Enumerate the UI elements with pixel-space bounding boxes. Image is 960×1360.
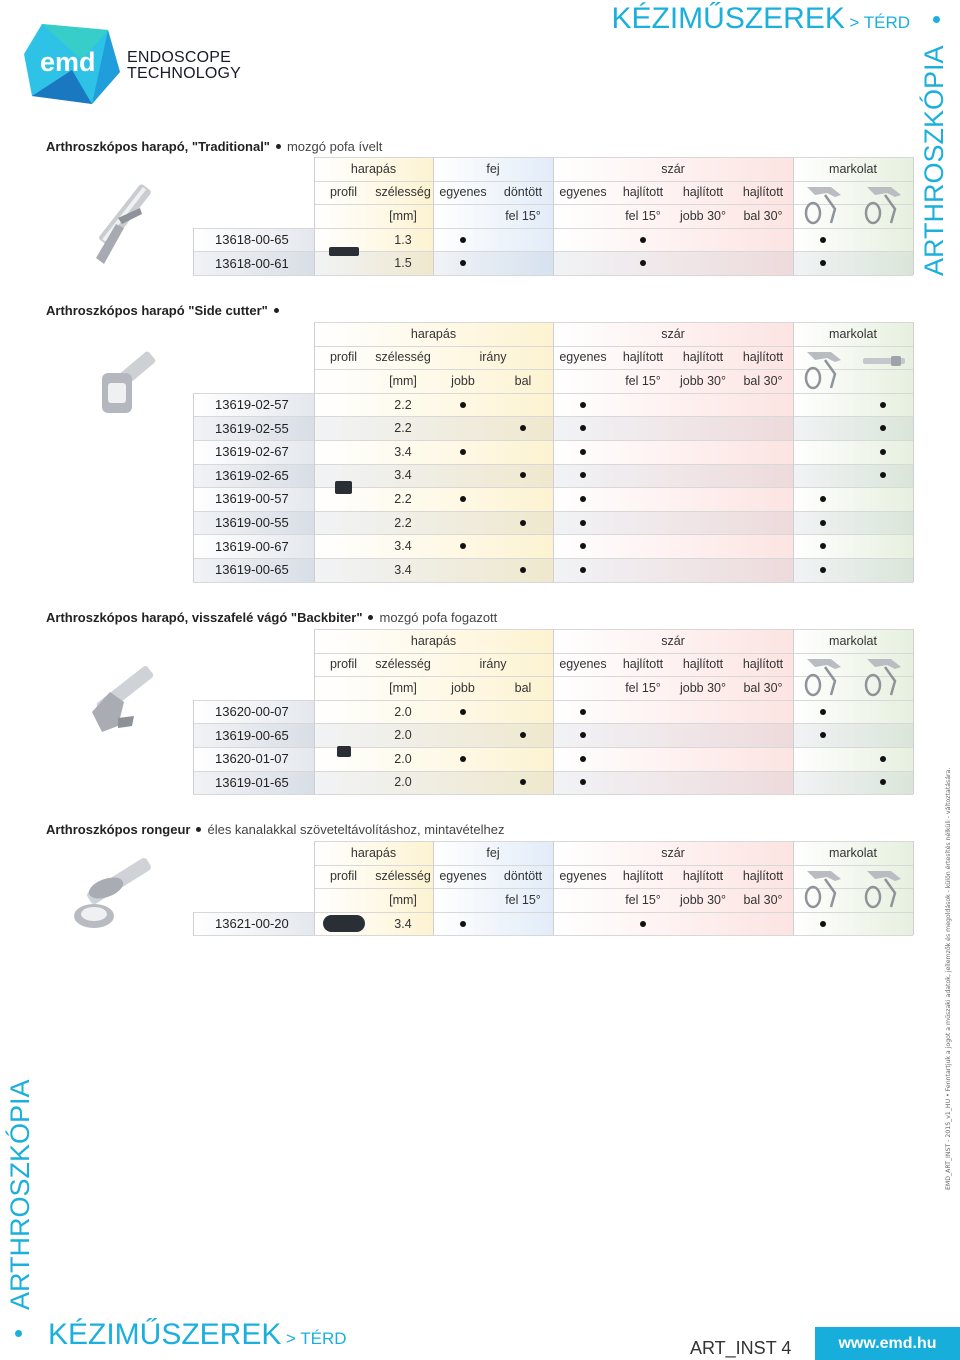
section-1-subtitle: mozgó pofa ívelt [286, 139, 383, 154]
section-3-subtitle: mozgó pofa fogazott [379, 610, 498, 625]
subheader-hajlitott: hajlított [622, 657, 664, 672]
availability-dot-icon [580, 756, 586, 762]
subheader-hajlitott: hajlított [682, 869, 724, 884]
jaw-width: 3.4 [394, 562, 412, 577]
emd-logo [22, 20, 122, 108]
subheader-unit-mm: [mm] [389, 373, 417, 388]
bullet-icon [274, 308, 279, 313]
availability-dot-icon [460, 402, 466, 408]
product-code: 13619-00-67 [215, 538, 289, 554]
column-divider [793, 629, 794, 794]
availability-dot-icon [820, 709, 826, 715]
group-header-markolat: markolat [829, 845, 877, 860]
column-divider [793, 157, 794, 275]
availability-dot-icon [820, 237, 826, 243]
scissor-handle-icon [801, 183, 847, 227]
side-note [940, 767, 952, 1190]
vertical-label-right-text: ARTHROSZKÓPIA [919, 45, 949, 276]
subheader-egyenes: egyenes [559, 869, 607, 884]
subheader-unit-fel15: fel 15° [625, 373, 661, 388]
jaw-width: 2.2 [394, 421, 412, 436]
column-divider [553, 841, 554, 935]
bullet-icon [368, 615, 373, 620]
section-2-title [46, 303, 285, 318]
flat-handle-icon [861, 348, 907, 392]
product-code: 13619-02-65 [215, 467, 289, 483]
section-1-title [46, 139, 382, 154]
scissor-handle-icon [861, 655, 907, 699]
availability-dot-icon [580, 567, 586, 573]
subheader-unit-mm: [mm] [389, 680, 417, 695]
product-table-3 [193, 629, 913, 794]
subheader-unit-jobb: jobb [451, 680, 475, 695]
jaw-profile-icon [335, 481, 352, 494]
group-header-szar: szár [661, 845, 685, 860]
instrument-photo-side-cutter [96, 345, 166, 425]
jaw-width: 1.5 [394, 256, 412, 271]
availability-dot-icon [580, 496, 586, 502]
row-divider [314, 181, 913, 182]
group-header-szar: szár [661, 161, 685, 176]
column-divider [913, 841, 914, 935]
group-header-harapas: harapás [410, 326, 457, 341]
vertical-label-left-text: ARTHROSZKÓPIA [5, 1079, 35, 1310]
row-divider [314, 322, 913, 323]
column-divider [314, 322, 315, 582]
availability-dot-icon [880, 449, 886, 455]
subheader-profil: profil [329, 657, 358, 672]
group-header-szar: szár [661, 326, 685, 341]
subheader-egyenes: egyenes [559, 185, 607, 200]
subheader-unit-bal30: bal 30° [743, 208, 783, 223]
group-header-szar: szár [661, 633, 685, 648]
page-code: ART_INST 4 [690, 1338, 792, 1358]
header-arrow: > [849, 13, 860, 32]
header-category-main: KÉZIMŰSZEREK [611, 2, 845, 35]
product-code: 13619-02-67 [215, 444, 289, 460]
subheader-irany: irány [479, 350, 507, 365]
group-header-harapas: harapás [350, 161, 397, 176]
subheader-unit-jobb30: jobb 30° [679, 208, 726, 223]
availability-dot-icon [880, 756, 886, 762]
side-note-text: EMD_ART_INST - 2015_v1_HU • Fenntartjuk a jogot a műszaki adatok, jellemzők és megoldások - külön értesítés nélküli - változtatására. [945, 767, 952, 1190]
availability-dot-icon [820, 520, 826, 526]
row-divider [314, 841, 913, 842]
availability-dot-icon [820, 496, 826, 502]
subheader-unit-jobb30: jobb 30° [679, 892, 726, 907]
bullet-icon [196, 827, 201, 832]
availability-dot-icon [820, 567, 826, 573]
availability-dot-icon [820, 921, 826, 927]
subheader-hajlitott: hajlított [622, 350, 664, 365]
scissor-handle-icon [801, 867, 847, 911]
availability-dot-icon [580, 402, 586, 408]
instrument-photo-traditional [88, 178, 168, 270]
jaw-width: 3.4 [394, 468, 412, 483]
product-table-2 [193, 322, 913, 582]
product-code: 13620-00-07 [215, 704, 289, 720]
instrument-photo-backbiter [88, 662, 166, 736]
jaw-width: 3.4 [394, 916, 412, 931]
subheader-egyenes: egyenes [439, 869, 487, 884]
column-divider [793, 322, 794, 582]
subheader-szelesseg: szélesség [375, 869, 431, 884]
row-divider [314, 346, 913, 347]
jaw-width: 2.0 [394, 704, 412, 719]
section-3-title [46, 610, 497, 625]
product-code: 13619-00-55 [215, 515, 289, 531]
header-dot-icon [933, 16, 940, 23]
subheader-unit-fel15: fel 15° [625, 680, 661, 695]
jaw-width: 3.4 [394, 444, 412, 459]
availability-dot-icon [580, 709, 586, 715]
brand-line-2: TECHNOLOGY [127, 65, 242, 82]
section-2-title-main: Arthroszkópos harapó "Side cutter" [46, 303, 268, 318]
row-divider [193, 582, 913, 583]
group-header-fej: fej [486, 161, 500, 176]
product-code: 13618-00-61 [215, 255, 289, 271]
row-divider [193, 275, 913, 276]
row-divider [193, 935, 913, 936]
column-divider [553, 157, 554, 275]
jaw-width: 1.3 [394, 232, 412, 247]
availability-dot-icon [520, 567, 526, 573]
subheader-egyenes: egyenes [559, 350, 607, 365]
column-divider [913, 629, 914, 794]
jaw-width: 2.0 [394, 728, 412, 743]
availability-dot-icon [580, 520, 586, 526]
column-divider [913, 157, 914, 275]
subheader-hajlitott: hajlított [682, 657, 724, 672]
header-category [612, 2, 911, 36]
row-divider [314, 629, 913, 630]
instrument-photo-rongeur [72, 848, 162, 940]
subheader-egyenes: egyenes [439, 185, 487, 200]
subheader-unit-bal: bal [514, 373, 532, 388]
vertical-label-left [4, 1070, 36, 1310]
section-4-title [46, 822, 504, 837]
subheader-hajlitott: hajlított [742, 869, 784, 884]
subheader-egyenes: egyenes [559, 657, 607, 672]
group-header-harapas: harapás [350, 845, 397, 860]
header-subcategory: TÉRD [863, 13, 910, 32]
availability-dot-icon [880, 402, 886, 408]
availability-dot-icon [460, 756, 466, 762]
website-link[interactable]: www.emd.hu [815, 1327, 960, 1360]
subheader-unit-jobb30: jobb 30° [679, 373, 726, 388]
group-header-markolat: markolat [829, 326, 877, 341]
product-code: 13620-01-07 [215, 751, 289, 767]
subheader-unit-bal: bal [514, 680, 532, 695]
subheader-unit-bal30: bal 30° [743, 680, 783, 695]
group-header-markolat: markolat [829, 633, 877, 648]
availability-dot-icon [640, 921, 646, 927]
subheader-szelesseg: szélesség [375, 185, 431, 200]
column-divider [314, 841, 315, 935]
column-divider [553, 629, 554, 794]
subheader-profil: profil [329, 350, 358, 365]
product-code: 13618-00-65 [215, 232, 289, 248]
subheader-hajlitott: hajlított [682, 185, 724, 200]
subheader-szelesseg: szélesség [375, 657, 431, 672]
column-divider [314, 629, 315, 794]
subheader-unit-fel15: fel 15° [625, 892, 661, 907]
jaw-width: 3.4 [394, 539, 412, 554]
subheader-unit-fel15: fel 15° [505, 892, 541, 907]
footer-arrow: > [285, 1329, 296, 1348]
availability-dot-icon [580, 449, 586, 455]
section-3-title-main: Arthroszkópos harapó, visszafelé vágó "Backbiter" [46, 610, 363, 625]
group-header-markolat: markolat [829, 161, 877, 176]
jaw-width: 2.2 [394, 397, 412, 412]
subheader-unit-fel15: fel 15° [505, 208, 541, 223]
footer-subcategory: TÉRD [300, 1329, 347, 1348]
availability-dot-icon [520, 520, 526, 526]
scissor-handle-icon [801, 348, 847, 392]
row-divider [314, 653, 913, 654]
subheader-szelesseg: szélesség [375, 350, 431, 365]
jaw-profile-icon [323, 915, 365, 932]
product-code: 13621-00-20 [215, 916, 289, 932]
column-divider [913, 322, 914, 582]
row-divider [193, 794, 913, 795]
row-divider [314, 157, 913, 158]
subheader-hajlitott: hajlított [742, 657, 784, 672]
scissor-handle-icon [801, 655, 847, 699]
footer-dot-icon [15, 1330, 22, 1337]
jaw-profile-icon [329, 247, 359, 256]
subheader-hajlitott: hajlított [682, 350, 724, 365]
column-divider [433, 841, 434, 935]
subheader-unit-mm: [mm] [389, 208, 417, 223]
logo-text: emd [40, 47, 96, 77]
availability-dot-icon [460, 449, 466, 455]
product-code: 13619-01-65 [215, 774, 289, 790]
subheader-unit-fel15: fel 15° [625, 208, 661, 223]
column-divider [553, 322, 554, 582]
subheader-dontott: döntött [503, 869, 543, 884]
subheader-hajlitott: hajlított [742, 185, 784, 200]
brand-line-1: ENDOSCOPE [127, 49, 232, 66]
subheader-profil: profil [329, 185, 358, 200]
subheader-profil: profil [329, 869, 358, 884]
scissor-handle-icon [861, 867, 907, 911]
product-code: 13619-02-55 [215, 420, 289, 436]
scissor-handle-icon [861, 183, 907, 227]
footer-category [48, 1318, 347, 1352]
jaw-width: 2.2 [394, 491, 412, 506]
group-header-fej: fej [486, 845, 500, 860]
subheader-unit-bal30: bal 30° [743, 892, 783, 907]
column-divider [433, 157, 434, 275]
availability-dot-icon [460, 496, 466, 502]
subheader-hajlitott: hajlított [742, 350, 784, 365]
availability-dot-icon [460, 237, 466, 243]
subheader-dontott: döntött [503, 185, 543, 200]
section-4-title-main: Arthroszkópos rongeur [46, 822, 191, 837]
row-divider [314, 865, 913, 866]
product-code: 13619-02-57 [215, 397, 289, 413]
product-table-4 [193, 841, 913, 935]
brand-name [127, 50, 241, 82]
subheader-unit-jobb30: jobb 30° [679, 680, 726, 695]
subheader-unit-mm: [mm] [389, 892, 417, 907]
availability-dot-icon [640, 237, 646, 243]
jaw-width: 2.0 [394, 775, 412, 790]
footer-category-main: KÉZIMŰSZEREK [48, 1318, 282, 1351]
vertical-label-right [920, 44, 950, 276]
subheader-irany: irány [479, 657, 507, 672]
column-divider [314, 157, 315, 275]
subheader-hajlitott: hajlított [622, 869, 664, 884]
jaw-width: 2.0 [394, 751, 412, 766]
subheader-hajlitott: hajlított [622, 185, 664, 200]
subheader-unit-bal30: bal 30° [743, 373, 783, 388]
group-header-harapas: harapás [410, 633, 457, 648]
jaw-width: 2.2 [394, 515, 412, 530]
product-code: 13619-00-65 [215, 727, 289, 743]
column-divider [793, 841, 794, 935]
section-1-title-main: Arthroszkópos harapó, "Traditional" [46, 139, 270, 154]
product-table-1 [193, 157, 913, 275]
availability-dot-icon [460, 709, 466, 715]
section-4-subtitle: éles kanalakkal szöveteltávolításhoz, mintavételhez [207, 822, 505, 837]
subheader-unit-jobb: jobb [451, 373, 475, 388]
jaw-profile-icon [337, 746, 351, 757]
availability-dot-icon [460, 921, 466, 927]
product-code: 13619-00-65 [215, 562, 289, 578]
product-code: 13619-00-57 [215, 491, 289, 507]
bullet-icon [276, 144, 281, 149]
